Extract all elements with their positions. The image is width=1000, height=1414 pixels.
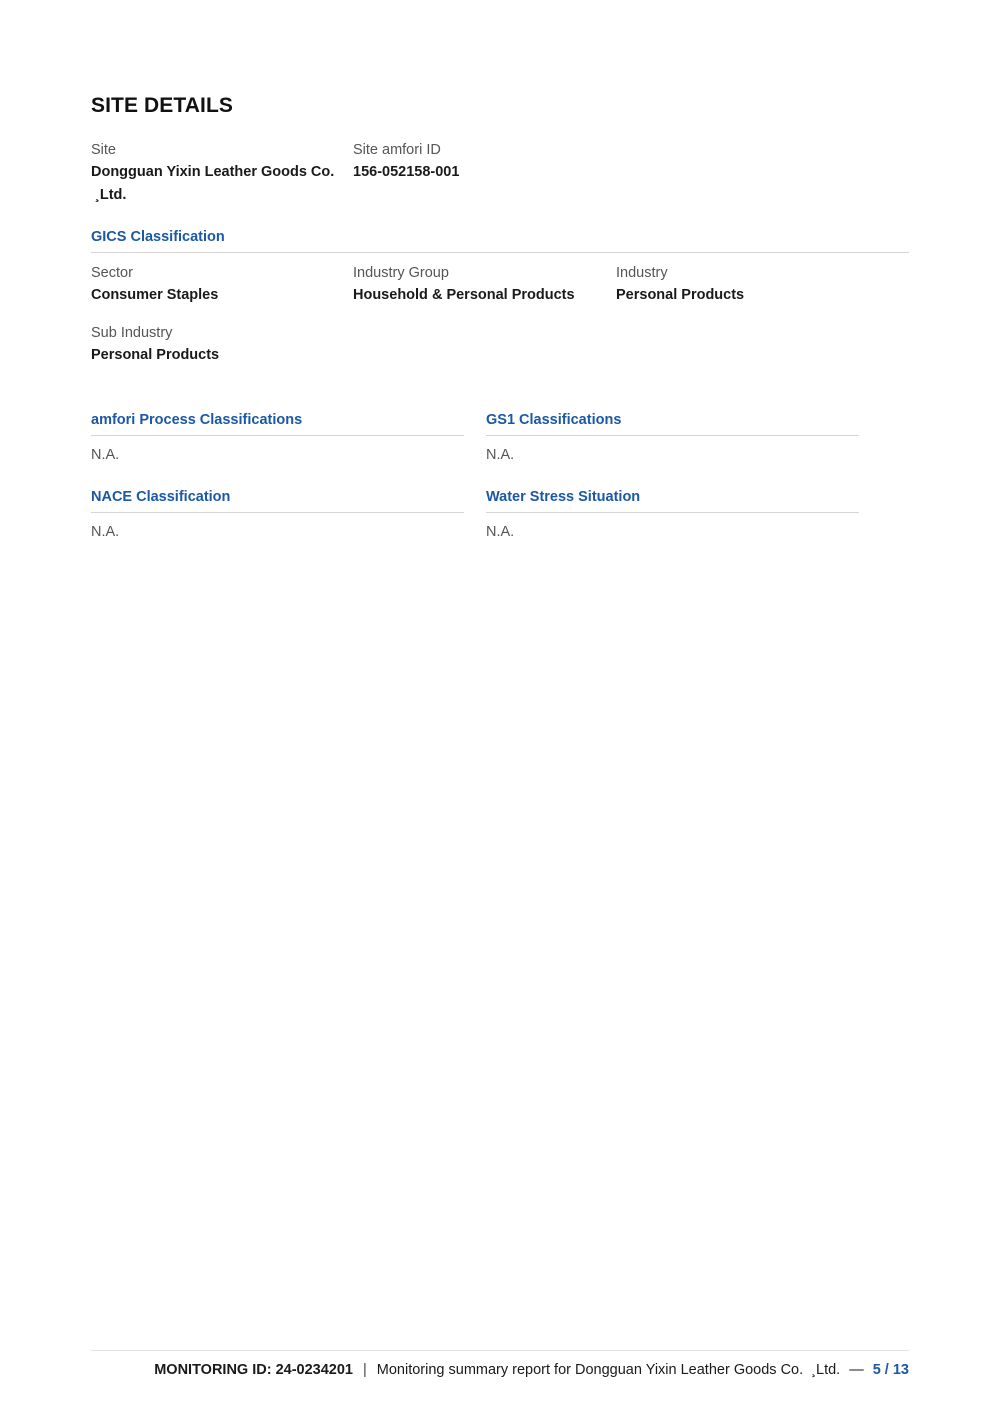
site-id-label: Site amfori ID: [353, 142, 441, 158]
industry-field: [616, 262, 856, 307]
gics-divider: [91, 252, 909, 253]
site-id-value: 156-052158-001: [353, 164, 460, 180]
water-stress-heading: Water Stress Situation: [486, 489, 641, 505]
gs1-value: N.A.: [486, 447, 515, 463]
industry-group-value: Household & Personal Products: [353, 287, 575, 303]
nace-divider: [91, 512, 464, 513]
sector-field: [91, 262, 331, 307]
footer-separator: |: [363, 1362, 367, 1378]
industry-value: Personal Products: [616, 287, 745, 303]
footer-divider: [91, 1350, 909, 1351]
sector-label: Sector: [91, 265, 133, 281]
amfori-process-divider: [91, 435, 464, 436]
nace-heading: NACE Classification: [91, 489, 231, 505]
nace-value: N.A.: [91, 524, 120, 540]
amfori-process-heading: amfori Process Classifications: [91, 412, 303, 428]
report-title: Monitoring summary report for Dongguan Yixin Leather Goods Co. ¸Ltd.: [376, 1362, 841, 1378]
page-footer: [154, 1360, 909, 1380]
gs1-divider: [486, 435, 859, 436]
page-title: SITE DETAILS: [91, 94, 233, 117]
footer-dash: —: [849, 1362, 864, 1378]
site-id-field: [353, 139, 593, 184]
industry-label: Industry: [616, 265, 668, 281]
sub-industry-label: Sub Industry: [91, 325, 173, 341]
monitoring-id: MONITORING ID: 24-0234201: [154, 1362, 353, 1378]
site-label: Site: [91, 142, 116, 158]
water-stress-divider: [486, 512, 859, 513]
page-number: 5 / 13: [872, 1362, 909, 1378]
sub-industry-field: [91, 322, 331, 367]
site-field: [91, 139, 336, 207]
amfori-process-value: N.A.: [91, 447, 120, 463]
gics-heading: GICS Classification: [91, 229, 225, 245]
water-stress-value: N.A.: [486, 524, 515, 540]
sector-value: Consumer Staples: [91, 287, 219, 303]
site-value: Dongguan Yixin Leather Goods Co. ¸Ltd.: [91, 164, 335, 203]
gs1-heading: GS1 Classifications: [486, 412, 622, 428]
sub-industry-value: Personal Products: [91, 347, 220, 363]
industry-group-field: [353, 262, 593, 307]
industry-group-label: Industry Group: [353, 265, 449, 281]
